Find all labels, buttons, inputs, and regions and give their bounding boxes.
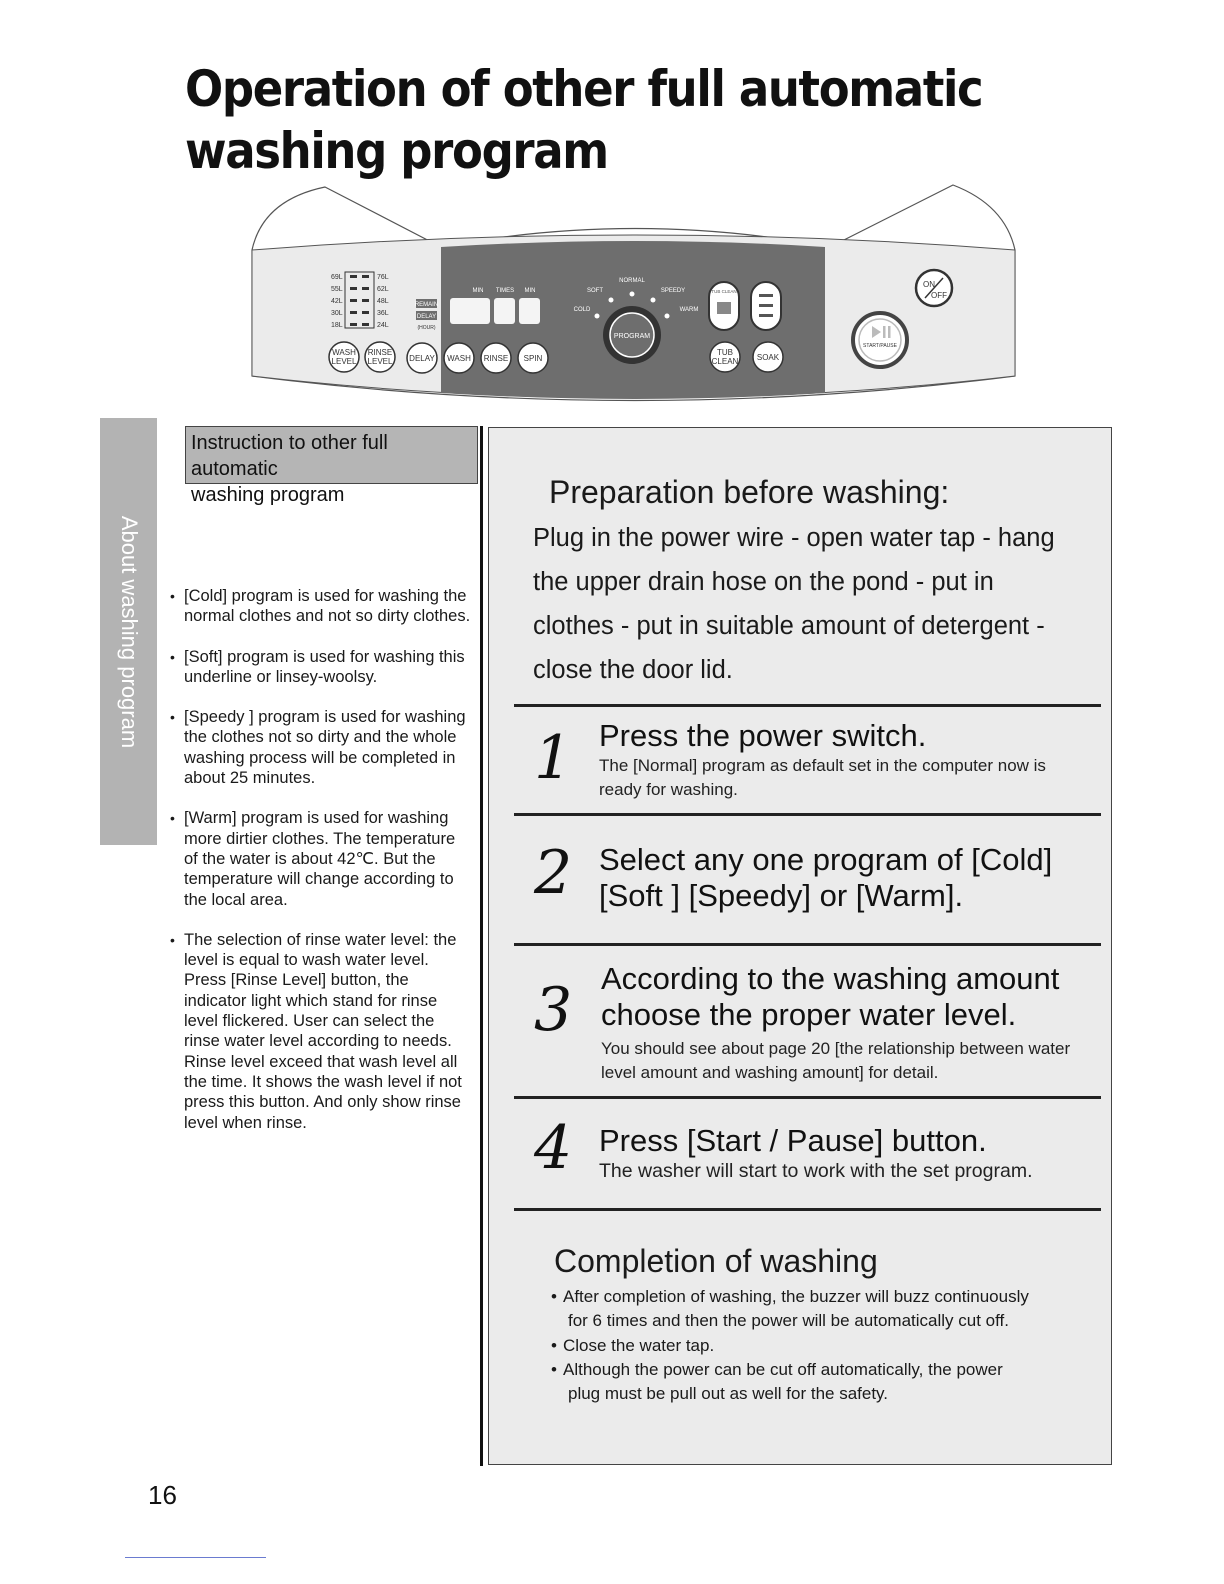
display-digit [519, 298, 540, 324]
step-text: The [Normal] program as default set in the computer now is ready for washing. [599, 756, 1046, 799]
level-label: 76L [377, 274, 389, 281]
delay-badge-label: DELAY [416, 314, 437, 320]
wash-level-label: WASH [332, 348, 356, 357]
instruction-line: Instruction to other full automatic [191, 432, 388, 480]
display-label: MIN [472, 288, 484, 294]
step-title: Select any one program of [Cold] [Soft ] [Speedy] or [Warm]. [599, 842, 1053, 913]
level-label: 36L [377, 310, 389, 317]
divider [514, 943, 1101, 946]
start-pause-label: START/PAUSE [863, 343, 897, 349]
divider [514, 1208, 1101, 1211]
list-item: • The selection of rinse water level: the level is equal to wash water level. Press [Rinse Level] button, the indicator light which stand for rinse level flickered. User can select the rinse water level according to needs. Rinse level exceed that wash level all the time. It shows the wash level if not press this button. And only show rinse level when rinse. [170, 930, 473, 1133]
level-label: 69L [331, 274, 343, 281]
rinse-level-label: LEVEL [367, 357, 393, 366]
level-label: 24L [377, 322, 389, 329]
display-label: TIMES [495, 288, 515, 294]
step-text: The washer will start to work with the set program. [599, 1160, 1033, 1182]
level-label: 48L [377, 298, 389, 305]
completion-title: Completion of washing [554, 1243, 878, 1279]
tub-clean-small-label: TUB CLEAN [711, 289, 737, 294]
display-digit [494, 298, 515, 324]
sidebar-section-tab [100, 418, 157, 845]
tub-clean-button[interactable] [710, 342, 740, 372]
instruction-line: washing program [191, 484, 345, 506]
list-item: • [Soft] program is used for washing this underline or linsey-woolsy. [170, 647, 473, 688]
list-item: • [Warm] program is used for washing more dirtier clothes. The temperature of the water is about 42℃. But the temperature will change according to the local area. [170, 808, 473, 909]
divider [514, 704, 1101, 707]
rinse-level-label: RINSE [367, 348, 393, 357]
list-item-continued: plug must be pull out as well for the safety. [568, 1384, 889, 1404]
step-title: According to the washing amount choose the proper water level. [601, 961, 1060, 1032]
program-cold-label: COLD [573, 307, 591, 313]
level-label: 42L [331, 298, 343, 305]
program-knob-label: PROGRAM [613, 333, 651, 340]
sidebar-label: About washing program [116, 515, 142, 748]
level-label: 30L [331, 310, 343, 317]
hour-label: (HOUR) [417, 325, 436, 331]
step-title: Press [Start / Pause] button. [599, 1123, 987, 1158]
display-digit [450, 298, 490, 324]
list-item: • Although the power can be cut off automatically, the power [551, 1358, 1081, 1382]
program-soft-label: SOFT [587, 288, 603, 294]
level-label: 55L [331, 286, 343, 293]
delay-button[interactable] [407, 343, 437, 373]
spin-button[interactable] [518, 343, 548, 373]
list-item: • Close the water tap. [551, 1334, 1081, 1358]
rinse-level-button[interactable] [365, 342, 395, 372]
pause-icon [883, 326, 886, 338]
wash-level-button[interactable] [329, 342, 359, 372]
step-number: 3 [534, 975, 573, 1045]
wash-level-label: LEVEL [331, 357, 357, 366]
tub-clean-label: CLEAN [711, 357, 739, 366]
page-title-line1: Operation of other full automatic [185, 60, 983, 118]
wash-button-label: WASH [447, 354, 471, 363]
column-divider [480, 426, 483, 1466]
control-panel-illustration [245, 180, 1025, 405]
spin-button-label: SPIN [523, 354, 543, 363]
page-title-line2: washing program [185, 122, 608, 180]
list-item: • [Cold] program is used for washing the normal clothes and not so dirty clothes. [170, 586, 473, 627]
on-label: ON [923, 280, 935, 289]
program-speedy-label: SPEEDY [660, 288, 686, 294]
completion-list [551, 1285, 1081, 1406]
footer-rule [125, 1557, 266, 1558]
program-normal-label: NORMAL [619, 278, 645, 284]
divider [514, 1096, 1101, 1099]
divider [514, 813, 1101, 816]
power-button[interactable] [916, 270, 952, 306]
rinse-button[interactable] [481, 343, 511, 373]
list-item-continued: for 6 times and then the power will be automatically cut off. [568, 1311, 1009, 1331]
soak-button-label: SOAK [756, 353, 780, 362]
step-text: You should see about page 20 [the relationship between water level amount and washing amount] for detail. [601, 1039, 1071, 1082]
rinse-button-label: RINSE [483, 354, 509, 363]
off-label: OFF [931, 291, 947, 300]
preparation-title: Preparation before washing: [549, 474, 950, 510]
page-title [185, 58, 982, 182]
remain-label: REMAIN [414, 302, 439, 308]
preparation-text: Plug in the power wire - open water tap - hang the upper drain hose on the pond - put in clothes - put in suitable amount of detergent - close the door lid. [533, 524, 1055, 684]
display-label: MIN [524, 288, 536, 294]
level-label: 62L [377, 286, 389, 293]
step-number: 1 [534, 723, 573, 793]
soak-button[interactable] [753, 342, 783, 372]
wash-button[interactable] [444, 343, 474, 373]
start-pause-button[interactable] [853, 313, 907, 367]
level-label: 18L [331, 322, 343, 329]
list-item: • [Speedy ] program is used for washing the clothes not so dirty and the whole washing process will be completed in about 25 minutes. [170, 707, 473, 788]
program-warm-label: WARM [679, 307, 699, 313]
step-title: Press the power switch. [599, 718, 927, 753]
page-number: 16 [148, 1480, 177, 1510]
tub-clean-label: TUB [717, 348, 733, 357]
step-number: 4 [534, 1113, 573, 1183]
list-item: • After completion of washing, the buzzer will buzz continuously [551, 1285, 1081, 1309]
delay-button-label: DELAY [409, 354, 435, 363]
program-notes-list [170, 586, 473, 1153]
instruction-header [185, 426, 478, 506]
procedure-box [488, 427, 1112, 1465]
step-number: 2 [534, 838, 573, 908]
